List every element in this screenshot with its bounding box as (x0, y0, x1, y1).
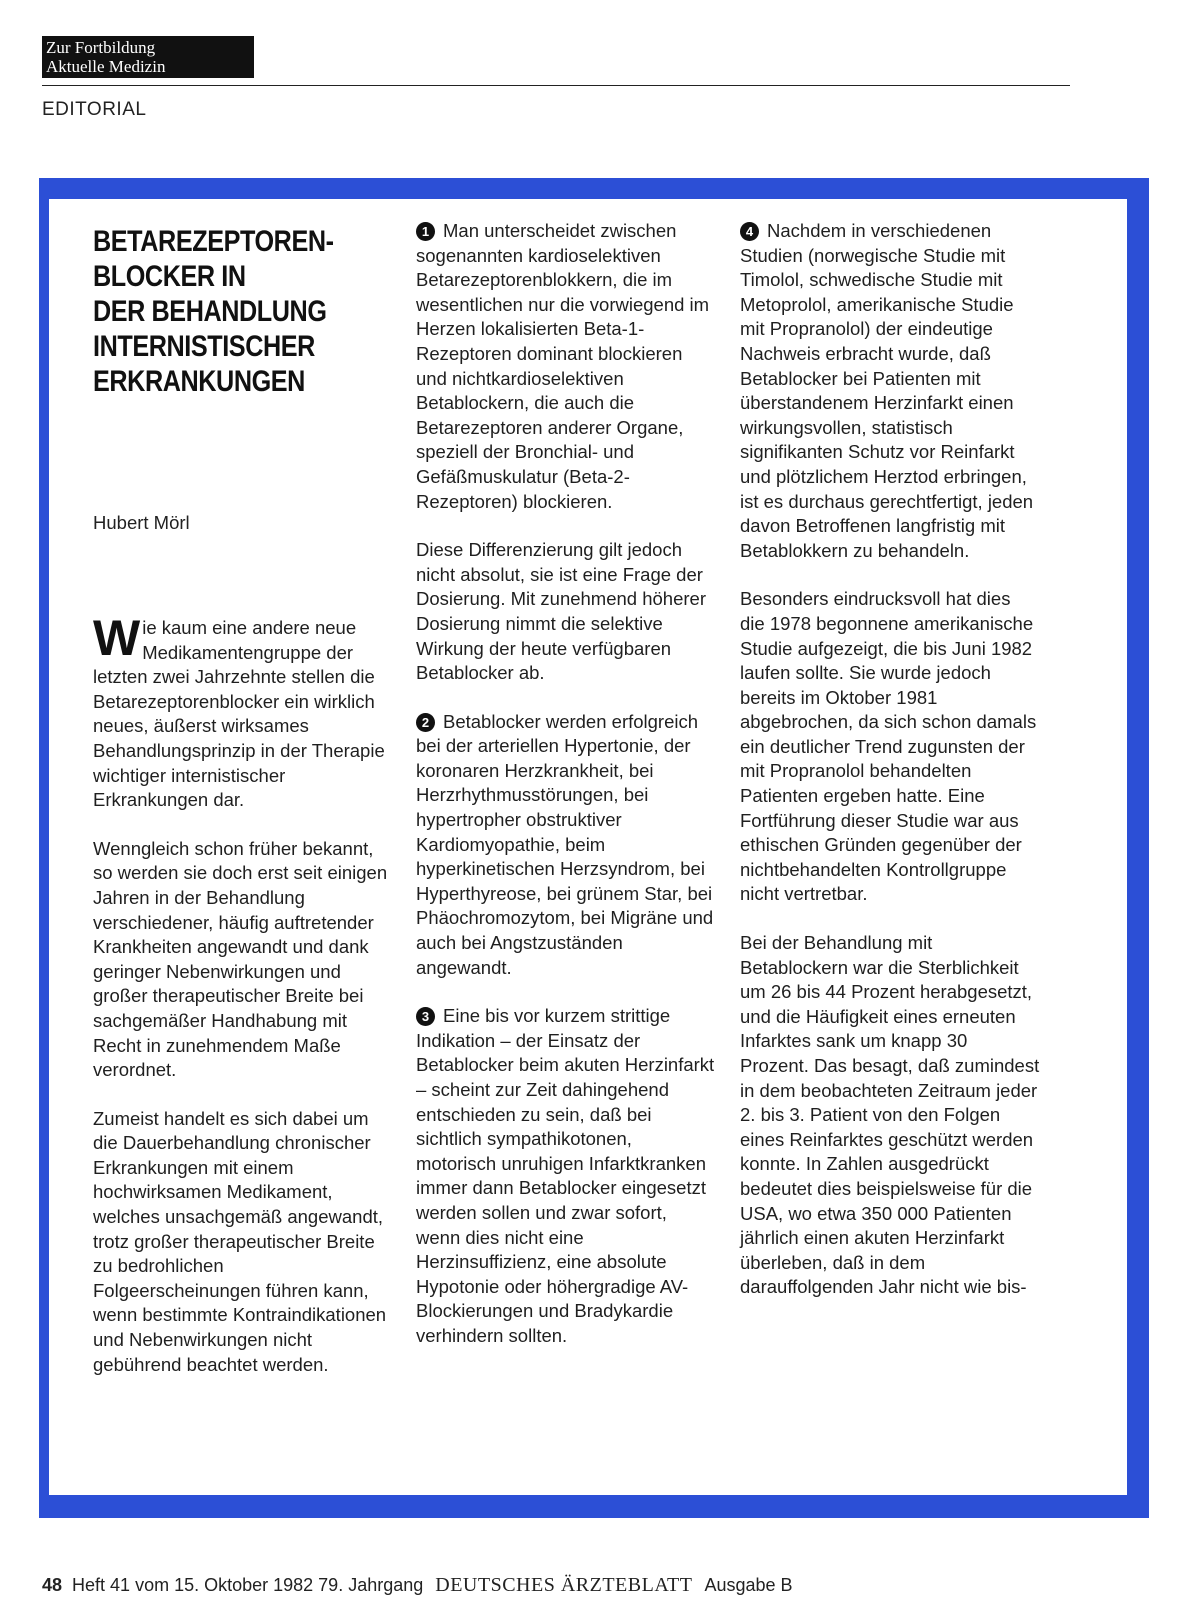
paragraph-text: Man unterscheidet zwischen sogenannten kardioselektiven Betarezeptorenblokkern, die im wesentlichen nur die vorwiegend im Herzen lokalisierten Beta-1-Rezeptoren dominant blockieren und nichtkardioselektiven Betablockern, die auch die Betarezeptoren anderer Organe, speziell der Bronchial- und Gefäßmuskulatur (Beta-2-Rezeptoren) blockieren. (416, 220, 710, 512)
issue-info: Heft 41 vom 15. Oktober 1982 79. Jahrgang (72, 1575, 424, 1595)
paragraph: Wenngleich schon früher bekannt, so werden sie doch erst seit einigen Jahren in der Behandlung verschiedener, häufig auftretender Krankheiten angewandt und dank geringer Nebenwirkungen und großer therapeutischer Breite bei sachgemäßer Handhabung mit Recht in zunehmendem Maße verordnet. (93, 837, 388, 1081)
lead-paragraph (93, 610, 393, 813)
paragraph: Bei der Behandlung mit Betablockern war die Sterblichkeit um 26 bis 44 Prozent herabgesetzt, und die Häufigkeit eines erneuten Infarktes sank um knapp 30 Prozent. Das besagt, daß zumindest in dem beobachteten Zeitraum jeder 2. bis 3. Patient von den Folgen eines Reinfarktes geschützt werden konnte. In Zahlen ausgedrückt bedeutet dies beispielsweise für die USA, wo etwa 350 000 Patienten jährlich einen akuten Herzinfarkt überleben, daß in dem darauffolgenden Jahr nicht wie bis- (740, 932, 1040, 1298)
number-badge-icon: 1 (416, 222, 435, 241)
title-line: DER BEHANDLUNG (93, 295, 327, 328)
journal-name: DEUTSCHES ÄRZTEBLATT (435, 1574, 693, 1596)
rubric-label: EDITORIAL (42, 99, 147, 120)
number-badge-icon: 3 (416, 1007, 435, 1026)
column-1 (93, 224, 393, 399)
page-footer (42, 1574, 793, 1597)
article-title (93, 224, 345, 399)
paragraph: Zumeist handelt es sich dabei um die Dauerbehandlung chronischer Erkrankungen mit einem hochwirksamen Medikament, welches unsachgemäß angewandt, trotz großer therapeutischer Breite zu bedrohlichen Folgeerscheinungen führen kann, wenn bestimmte Kontraindikationen und Nebenwirkungen nicht gebührend beachtet werden. (93, 1107, 387, 1375)
number-badge-icon: 4 (740, 222, 759, 241)
paragraph-text: Betablocker werden erfolgreich bei der arteriellen Hypertonie, der koronaren Herzkrankheit, bei Herzrhythmusstörungen, bei hypertropher obstruktiver Kardiomyopathie, beim hyperkinetischen Herzsyndrom, bei Hyperthyreose, bei grünem Star, bei Phäochromozytom, bei Migräne und auch bei Angstzuständen angewandt. (416, 710, 714, 978)
edition-label: Ausgabe B (704, 1575, 793, 1595)
page-number: 48 (42, 1575, 63, 1595)
section-tag (42, 36, 254, 78)
header-rule (42, 85, 1070, 86)
numbered-paragraph (416, 219, 716, 514)
section-tag-line1: Zur Fortbildung (46, 38, 156, 57)
paragraph-text: Nachdem in verschiedenen Studien (norwegische Studie mit Timolol, schwedische Studie mit Metoprolol, amerikanische Studie mit Propranolol) der eindeutige Nachweis erbracht wurde, daß Betablocker bei Patienten mit überstandenem Herzinfarkt einen wirkungsvollen, statistisch signifikanten Schutz vor Reinfarkt und plötzlichem Herztod erbringen, ist es durchaus gerechtfertigt, jeden davon Betroffenen langfristig mit Betablokkern zu behandeln. (740, 220, 1034, 561)
paragraph: Besonders eindrucksvoll hat dies die 1978 begonnene amerikanische Studie aufgezeigt, die bis Juni 1982 laufen sollte. Sie wurde jedoch bereits im Oktober 1981 abgebrochen, da sich schon damals ein deutlicher Trend zugunsten der mit Propranolol behandelten Patienten ergeben hatte. Eine Fortführung dieser Studie war aus ethischen Gründen gegenüber der nichtbehandelten Kontrollgruppe nicht vertretbar. (740, 588, 1037, 905)
author-name: Hubert Mörl (93, 512, 190, 533)
numbered-paragraph (740, 219, 1040, 563)
section-tag-line2: Aktuelle Medizin (46, 57, 166, 76)
column-2 (416, 219, 716, 1373)
paragraph-text: Eine bis vor kurzem strittige Indikation – der Einsatz der Betablocker beim akuten Herzinfarkt – scheint zur Zeit dahingehend entschieden zu sein, daß bei sichtlich sympathikotonen, motorisch unruhigen Infarktkranken immer dann Betablocker eingesetzt werden sollen und zwar sofort, wenn dies nicht eine Herzinsuffizienz, eine absolute Hypotonie oder höhergradige AV-Blockierungen und Bradykardie verhindern sollten. (416, 1005, 715, 1346)
title-line: BLOCKER IN (93, 260, 246, 293)
title-line: INTERNISTISCHER (93, 330, 315, 363)
paragraph: Diese Differenzierung gilt jedoch nicht absolut, sie ist eine Frage der Dosierung. Mit zunehmend höherer Dosierung nimmt die selektive Wirkung der heute verfügbaren Betablocker ab. (416, 539, 706, 684)
column-3 (740, 219, 1040, 1324)
numbered-paragraph (416, 710, 716, 981)
number-badge-icon: 2 (416, 713, 435, 732)
lead-text: ie kaum eine andere neue Medikamentengruppe der letzten zwei Jahrzehnte stellen die Betarezeptorenblocker ein wirklich neues, äußerst wirksames Behandlungsprinzip in der Therapie wichtiger internistischer Erkrankungen dar. (93, 617, 385, 811)
column-1-body (93, 610, 393, 1401)
drop-cap: W (93, 610, 141, 666)
title-line: ERKRANKUNGEN (93, 365, 305, 398)
numbered-paragraph (416, 1004, 716, 1348)
title-line: BETAREZEPTOREN- (93, 225, 334, 258)
